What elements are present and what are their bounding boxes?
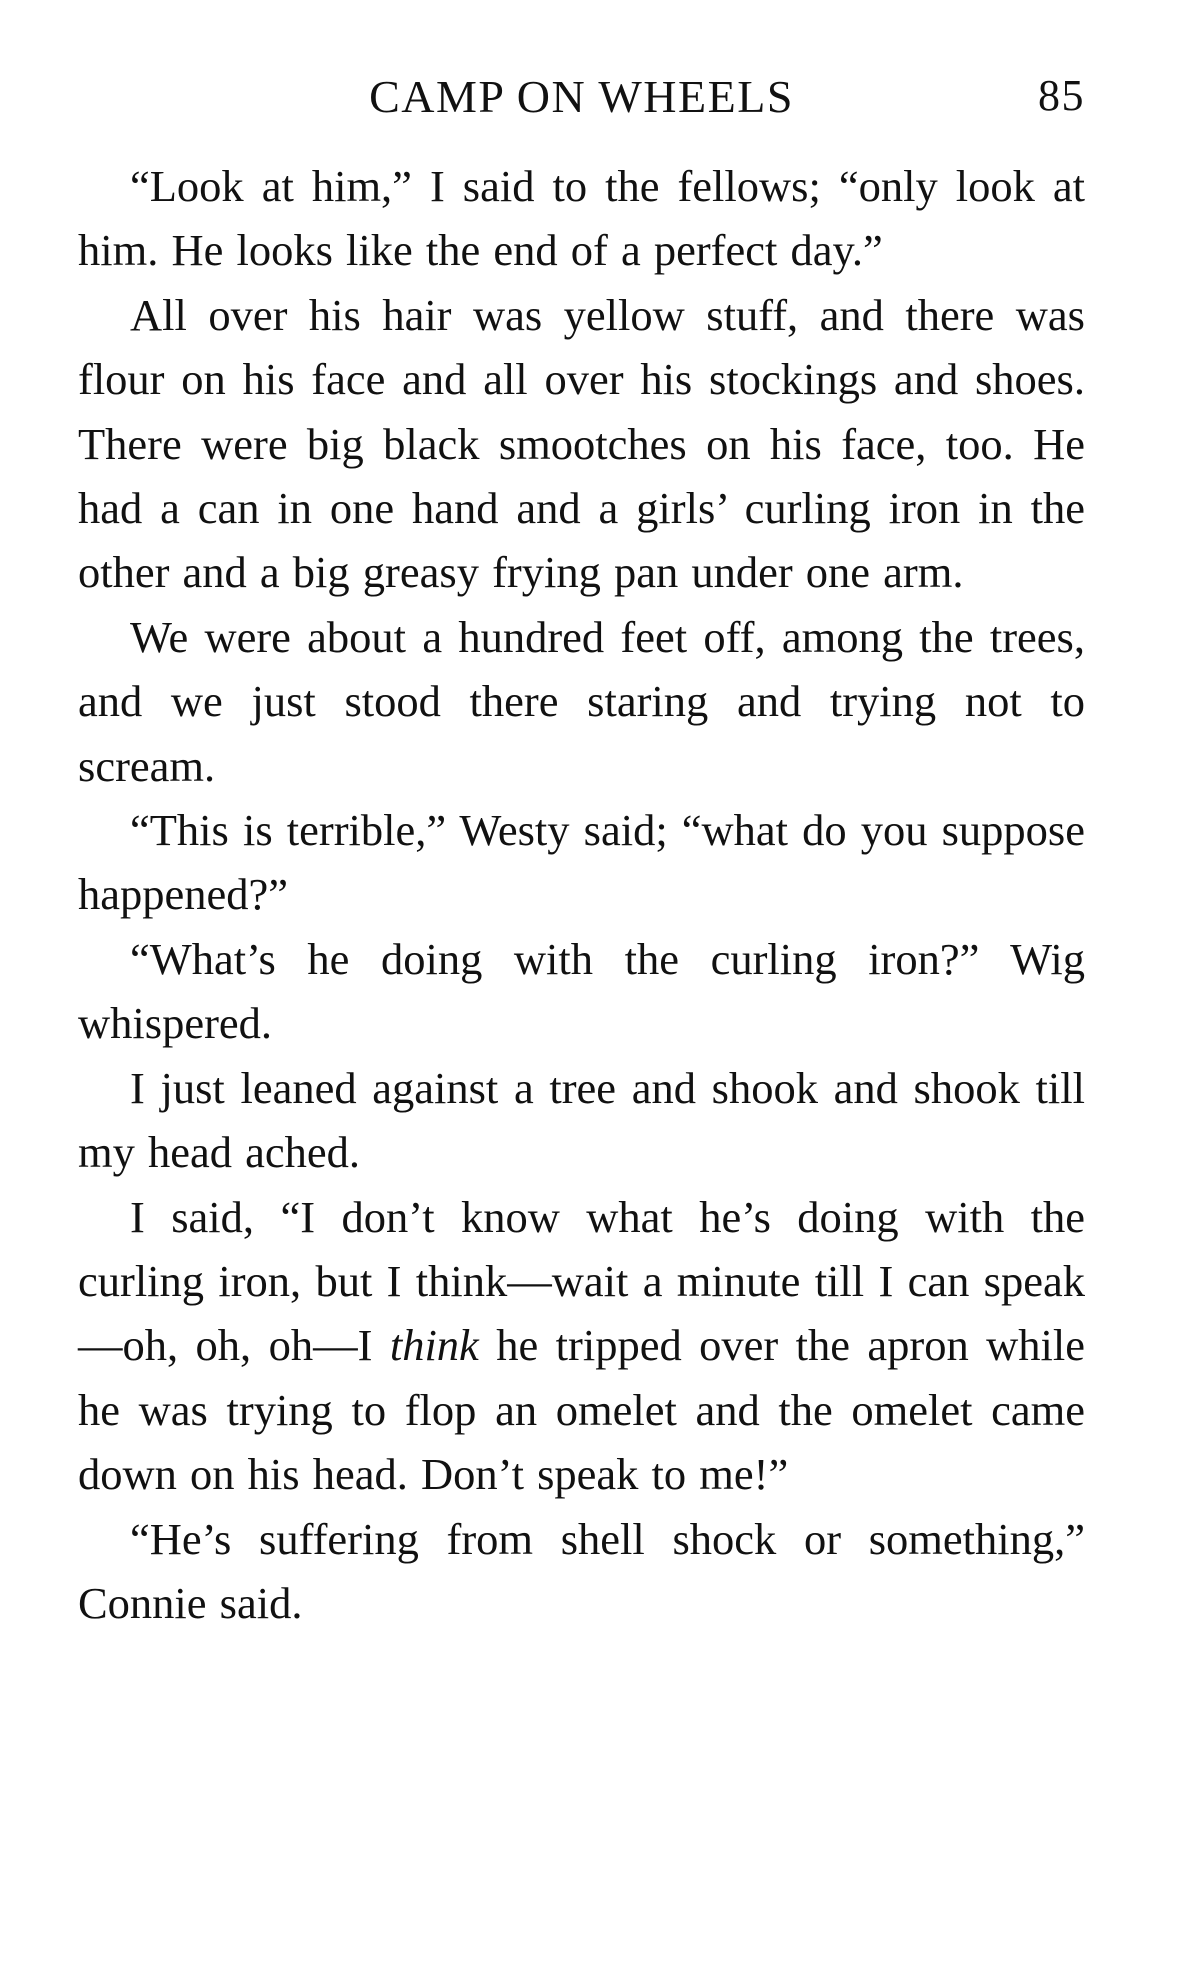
running-head [78, 70, 1085, 140]
paragraph-yellow-stuff: All over his hair was yellow stuff, and there was flour on his face and all over his stockings and shoes. There were big black smootches on his face, too. He had a can in one hand and a girls’ curling iron in the other and a big greasy frying pan under one arm. [78, 289, 1085, 598]
paragraph-hundred-feet-off: We were about a hundred feet off, among the trees, and we just stood there staring and trying not to scream. [78, 611, 1085, 791]
running-title: CAMP ON WHEELS [369, 71, 794, 122]
paragraph-omelet-explanation [78, 1185, 1085, 1507]
paragraph-leaned-against-tree: I just leaned against a tree and shook and shook till my head ached. [78, 1062, 1085, 1178]
page-number: 85 [1038, 71, 1085, 120]
paragraph-look-at-him: “Look at him,” I said to the fellows; “only look at him. He looks like the end of a perfect day.” [78, 161, 1085, 276]
paragraph-text-part: I said, “I don’t know what he’s doing with the curling iron, but I think—wait a minute till I can speak—oh, oh, oh—I [78, 1191, 1085, 1371]
paragraph-text-part: he tripped over the apron while he was trying to flop an omelet and the omelet came down on his head. Don’t speak to me!” [78, 1320, 1085, 1500]
paragraph-this-is-terrible: “This is terrible,” Westy said; “what do you suppose happened?” [78, 805, 1085, 920]
emphasized-word: think [389, 1320, 479, 1371]
paragraph-curling-iron-question: “What’s he doing with the curling iron?” Wig whispered. [78, 933, 1085, 1049]
paragraph-shell-shock: “He’s suffering from shell shock or something,” Connie said. [78, 1513, 1085, 1628]
body-text [78, 154, 1085, 1635]
book-page [78, 70, 1085, 1635]
